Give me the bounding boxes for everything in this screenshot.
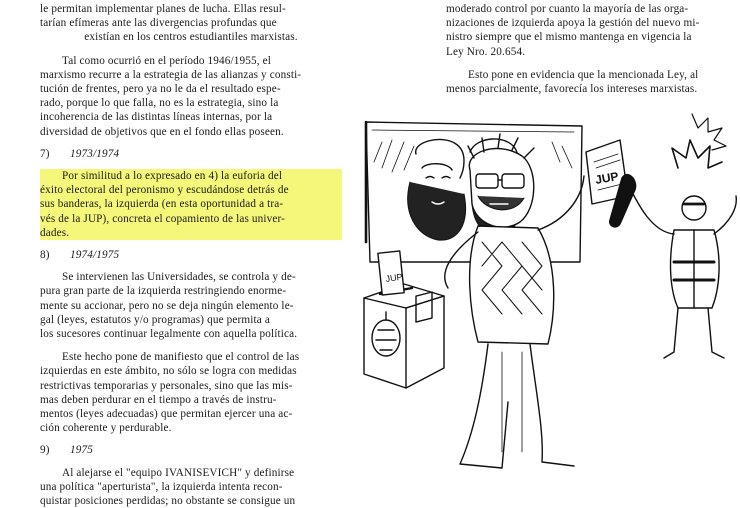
text-line: mentos (leyes adecuadas) que permitan ejercer una ac- bbox=[40, 408, 293, 421]
text-line: moderado control por cuanto la mayoría de las orga- bbox=[446, 3, 689, 15]
text-line: mente su accionar, pero no se deja ningún elemento le- bbox=[40, 299, 294, 312]
right-paragraph-1 bbox=[446, 2, 736, 59]
right-column bbox=[446, 2, 736, 96]
text-line: Tal como ocurrió en el período 1946/1955, el bbox=[62, 54, 272, 67]
text-line: izquierdas en este ámbito, no sólo se logra con medidas bbox=[40, 365, 297, 378]
text-line: menos parcialmente, favorecía los intereses marxistas. bbox=[446, 83, 698, 96]
text-line: tarían efímeras ante las divergencias profundas que bbox=[40, 17, 277, 30]
section-title: 1974/1975 bbox=[70, 249, 120, 262]
text-line: vés de la JUP), concreta el copamiento de las univer- bbox=[40, 212, 286, 225]
section-title: 1973/1974 bbox=[70, 147, 120, 160]
text-line: mas deben perdurar en el tiempo a través de instru- bbox=[40, 393, 277, 406]
section-title: 1975 bbox=[70, 444, 93, 457]
left-paragraph-1 bbox=[40, 2, 342, 45]
left-paragraph-6 bbox=[40, 466, 342, 508]
text-line: diversidad de objetivos que en el fondo ellas poseen. bbox=[40, 125, 284, 138]
text-line: quistar posiciones perdidas; no obstante se consigue un bbox=[40, 495, 296, 508]
text-line: dades. bbox=[40, 226, 70, 239]
text-line: nizaciones de izquierda apoya la gestión del nuevo mi- bbox=[446, 17, 700, 30]
text-line: gal (leyes, estatutos y/o programas) que permita a bbox=[40, 313, 270, 326]
text-line: sus banderas, la izquierda (en esta oportunidad a tra- bbox=[40, 198, 284, 211]
text-line: una política "aperturista", la izquierda intenta recon- bbox=[40, 480, 283, 493]
text-line: ción coherente y perdurable. bbox=[40, 422, 172, 435]
text-line: los sucesores continuar legalmente con aquella política. bbox=[40, 328, 298, 341]
right-paragraph-2 bbox=[446, 68, 736, 96]
text-line: Ley Nro. 20.654. bbox=[446, 45, 526, 58]
left-column bbox=[40, 2, 342, 508]
left-paragraph-4 bbox=[40, 270, 342, 341]
section-heading-8 bbox=[40, 248, 342, 262]
text-line: restrictivas temporarias y personales, sino que las mis- bbox=[40, 379, 293, 392]
section-number: 8) bbox=[40, 249, 50, 262]
highlighted-paragraph bbox=[40, 169, 342, 240]
text-line: le permitan implementar planes de lucha. Ellas resul- bbox=[40, 3, 286, 15]
left-paragraph-2 bbox=[40, 54, 342, 139]
text-line: Se intervienen las Universidades, se controla y de- bbox=[62, 271, 296, 284]
left-paragraph-5 bbox=[40, 350, 342, 435]
text-line: éxito electoral del peronismo y escudándose detrás de bbox=[40, 184, 289, 197]
text-line: incoherencia de las distintas líneas internas, por la bbox=[40, 111, 273, 124]
text-line: pura gran parte de la izquierda restringiendo enorme- bbox=[40, 285, 287, 298]
text-line: tución de frentes, pero ya no le da el resultado espe- bbox=[40, 83, 281, 96]
section-number: 9) bbox=[40, 444, 50, 457]
text-line: rado, porque lo que falla, no es la estrategia, sino la bbox=[40, 97, 279, 110]
text-line: Por similitud a lo expresado en 4) la euforia del bbox=[62, 170, 283, 183]
club-figure bbox=[610, 114, 737, 358]
cartoon-illustration bbox=[352, 112, 738, 480]
text-line: marxismo recurre a la estrategia de las alianzas y consti- bbox=[40, 68, 302, 81]
text-line: Al alejarse el "equipo IVANISEVICH" y definirse bbox=[62, 466, 295, 479]
sign-label: JUP bbox=[594, 169, 620, 187]
ballot-label: JUP bbox=[384, 271, 404, 284]
ballot-box bbox=[364, 251, 444, 388]
text-line: existían en los centros estudiantiles marxistas. bbox=[84, 31, 298, 44]
text-line: Este hecho pone de manifiesto que el control de las bbox=[62, 351, 300, 364]
text-line: Esto pone en evidencia que la mencionada Ley, al bbox=[468, 68, 699, 81]
section-heading-7 bbox=[40, 147, 342, 161]
section-heading-9 bbox=[40, 443, 342, 457]
section-number: 7) bbox=[40, 147, 50, 160]
text-line: nistro siempre que el mismo mantenga en vigencia la bbox=[446, 31, 692, 44]
